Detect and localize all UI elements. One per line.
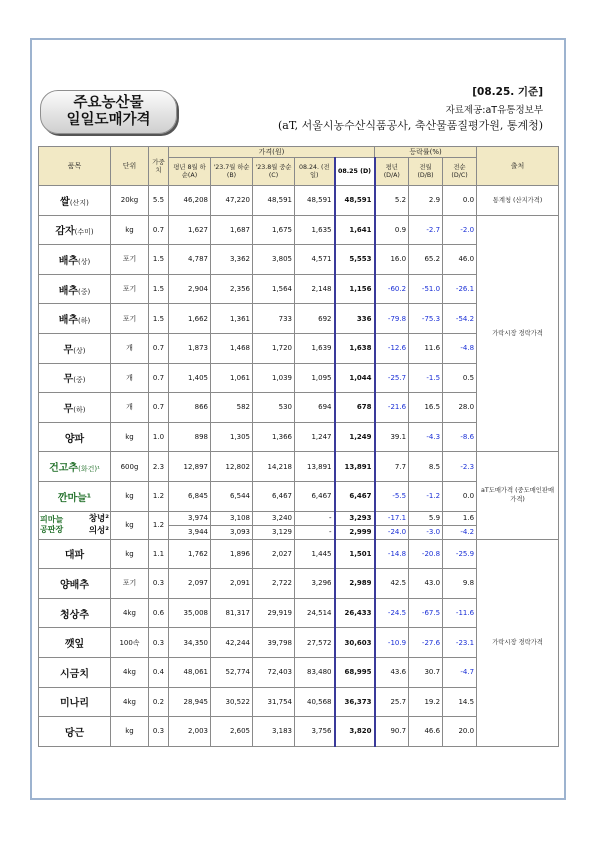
price-cell: 1,468 bbox=[211, 333, 253, 363]
page-title bbox=[40, 90, 177, 134]
price-cell: 6,467 bbox=[295, 481, 335, 511]
item-name bbox=[39, 363, 111, 393]
header-weight: 가중치 bbox=[149, 147, 169, 186]
price-cell: 13,891 bbox=[295, 452, 335, 482]
unit-cell: 4kg bbox=[111, 598, 149, 628]
price-cell: 1,675 bbox=[253, 215, 295, 245]
price-cell: 4,787 bbox=[169, 245, 211, 275]
rate-cell: -21.6 bbox=[375, 393, 409, 423]
rate-cell: 42.5 bbox=[375, 569, 409, 599]
rate-cell: -1.2 bbox=[409, 481, 443, 511]
price-cell: 24,514 bbox=[295, 598, 335, 628]
weight-cell: 0.3 bbox=[149, 717, 169, 747]
unit-cell: kg bbox=[111, 481, 149, 511]
rate-cell: 30.7 bbox=[409, 657, 443, 687]
rate-cell: -17.1 bbox=[375, 511, 409, 525]
header-rate-ten: 전순 (D/C) bbox=[443, 158, 477, 186]
price-cell: 898 bbox=[169, 422, 211, 452]
price-cell: 3,944 bbox=[169, 525, 211, 539]
rate-cell: -14.8 bbox=[375, 539, 409, 569]
price-cell: 694 bbox=[295, 393, 335, 423]
price-cell: 1,720 bbox=[253, 333, 295, 363]
header-price-group: 가격(원) bbox=[169, 147, 375, 158]
item-name bbox=[39, 393, 111, 423]
item-name-text: 시금치 bbox=[60, 668, 89, 680]
item-name-text: 무 bbox=[63, 374, 74, 386]
rate-cell: 0.0 bbox=[443, 481, 477, 511]
weight-cell: 0.6 bbox=[149, 598, 169, 628]
current-price-cell: 1,044 bbox=[335, 363, 375, 393]
price-cell: 3,974 bbox=[169, 511, 211, 525]
item-name-text: 청상추 bbox=[60, 609, 89, 621]
rate-cell: -4.8 bbox=[443, 333, 477, 363]
current-price-cell: 3,293 bbox=[335, 511, 375, 525]
rate-cell: -79.8 bbox=[375, 304, 409, 334]
price-table bbox=[38, 146, 559, 747]
rate-cell: 14.5 bbox=[443, 687, 477, 717]
item-name-text: 배추 bbox=[58, 285, 79, 297]
item-name-text: 대파 bbox=[64, 550, 85, 562]
rate-cell: -4.7 bbox=[443, 657, 477, 687]
item-name bbox=[39, 628, 111, 658]
price-cell: 1,662 bbox=[169, 304, 211, 334]
weight-cell: 2.3 bbox=[149, 452, 169, 482]
title-line-2: 일일도매가격 bbox=[66, 112, 151, 128]
item-name-text: 미나리 bbox=[60, 698, 89, 710]
price-cell: 40,568 bbox=[295, 687, 335, 717]
current-price-cell: 5,553 bbox=[335, 245, 375, 275]
rate-cell: 16.5 bbox=[409, 393, 443, 423]
unit-cell: 4kg bbox=[111, 657, 149, 687]
price-cell: 582 bbox=[211, 393, 253, 423]
price-cell: - bbox=[295, 511, 335, 525]
header-prev: 08.24. (전일) bbox=[295, 158, 335, 186]
reference-date: [08.25. 기준] bbox=[472, 86, 543, 98]
weight-cell: 0.7 bbox=[149, 363, 169, 393]
garlic-region: 의성² bbox=[88, 526, 109, 537]
rate-cell: -2.0 bbox=[443, 215, 477, 245]
price-cell: 34,350 bbox=[169, 628, 211, 658]
current-price-cell: 1,641 bbox=[335, 215, 375, 245]
item-name-text: 감자 bbox=[55, 226, 75, 238]
item-grade: (화건)¹ bbox=[78, 465, 100, 474]
price-cell: 1,366 bbox=[253, 422, 295, 452]
rate-cell: -51.0 bbox=[409, 274, 443, 304]
price-cell: 1,095 bbox=[295, 363, 335, 393]
price-cell: 1,635 bbox=[295, 215, 335, 245]
rate-cell: 5.9 bbox=[409, 511, 443, 525]
price-cell: 1,762 bbox=[169, 539, 211, 569]
rate-cell: -12.6 bbox=[375, 333, 409, 363]
header-avg: 평년 8월 하순(A) bbox=[169, 158, 211, 186]
item-name-text: 양파 bbox=[64, 433, 85, 445]
price-cell: 3,756 bbox=[295, 717, 335, 747]
header-rate-avg: 평년 (D/A) bbox=[375, 158, 409, 186]
weight-cell: 0.7 bbox=[149, 333, 169, 363]
price-cell: 47,220 bbox=[211, 186, 253, 216]
price-cell: 3,240 bbox=[253, 511, 295, 525]
unit-cell: 포기 bbox=[111, 304, 149, 334]
header-rate-month: 전월 (D/B) bbox=[409, 158, 443, 186]
item-grade: (산지) bbox=[69, 198, 89, 207]
weight-cell: 1.2 bbox=[149, 511, 169, 539]
data-provider: 자료제공:aT유통정보부 bbox=[445, 105, 543, 116]
item-grade: (하) bbox=[78, 317, 91, 326]
rate-cell: 43.6 bbox=[375, 657, 409, 687]
garlic-region: 창녕² bbox=[88, 514, 109, 525]
header-unit: 단위 bbox=[111, 147, 149, 186]
item-name-text: 당근 bbox=[64, 727, 85, 739]
price-cell: 2,003 bbox=[169, 717, 211, 747]
rate-cell: 11.6 bbox=[409, 333, 443, 363]
current-price-cell: 30,603 bbox=[335, 628, 375, 658]
rate-cell: 9.8 bbox=[443, 569, 477, 599]
rate-cell: -54.2 bbox=[443, 304, 477, 334]
current-price-cell: 68,995 bbox=[335, 657, 375, 687]
unit-cell: 4kg bbox=[111, 687, 149, 717]
current-price-cell: 1,501 bbox=[335, 539, 375, 569]
source-rice: 통계청 (산지가격) bbox=[477, 186, 559, 216]
item-name-text: 배추 bbox=[58, 255, 79, 267]
source-wholesale: 가락시장 경락가격 bbox=[477, 215, 559, 452]
garlic-label-2: 공판장 bbox=[40, 525, 64, 535]
title-line-1: 주요농산물 bbox=[73, 95, 144, 111]
price-cell: 1,687 bbox=[211, 215, 253, 245]
rate-cell: 43.0 bbox=[409, 569, 443, 599]
rate-cell: 7.7 bbox=[375, 452, 409, 482]
price-cell: 48,061 bbox=[169, 657, 211, 687]
unit-cell: 개 bbox=[111, 363, 149, 393]
weight-cell: 0.2 bbox=[149, 687, 169, 717]
table-row bbox=[39, 452, 559, 482]
weight-cell: 0.7 bbox=[149, 393, 169, 423]
rate-cell: 25.7 bbox=[375, 687, 409, 717]
price-cell: 3,108 bbox=[211, 511, 253, 525]
source-at-wholesale: aT도매가격 (중도매인판매가격) bbox=[477, 452, 559, 539]
rate-cell: -10.9 bbox=[375, 628, 409, 658]
header-item: 품목 bbox=[39, 147, 111, 186]
rate-cell: -1.5 bbox=[409, 363, 443, 393]
rate-cell: 90.7 bbox=[375, 717, 409, 747]
rate-cell: -24.5 bbox=[375, 598, 409, 628]
header-rate-group: 등락률(%) bbox=[375, 147, 477, 158]
weight-cell: 0.7 bbox=[149, 215, 169, 245]
price-cell: 42,244 bbox=[211, 628, 253, 658]
current-price-cell: 1,156 bbox=[335, 274, 375, 304]
rate-cell: -20.8 bbox=[409, 539, 443, 569]
price-cell: 3,093 bbox=[211, 525, 253, 539]
price-cell: 3,805 bbox=[253, 245, 295, 275]
rate-cell: -24.0 bbox=[375, 525, 409, 539]
item-name-text: 무 bbox=[63, 403, 74, 415]
item-name-text: 배추 bbox=[58, 315, 79, 327]
rate-cell: -11.6 bbox=[443, 598, 477, 628]
price-cell: 4,571 bbox=[295, 245, 335, 275]
price-cell: 1,896 bbox=[211, 539, 253, 569]
item-grade: (하) bbox=[73, 405, 86, 414]
item-name bbox=[39, 687, 111, 717]
current-price-cell: 13,891 bbox=[335, 452, 375, 482]
price-cell: 29,919 bbox=[253, 598, 295, 628]
price-cell: 866 bbox=[169, 393, 211, 423]
price-cell: 1,639 bbox=[295, 333, 335, 363]
current-price-cell: 48,591 bbox=[335, 186, 375, 216]
price-cell: 3,183 bbox=[253, 717, 295, 747]
rate-cell: 5.2 bbox=[375, 186, 409, 216]
price-cell: 83,480 bbox=[295, 657, 335, 687]
item-name-text: 깐마늘¹ bbox=[57, 492, 92, 504]
rate-cell: 2.9 bbox=[409, 186, 443, 216]
item-name-text: 무 bbox=[63, 344, 74, 356]
unit-cell: 개 bbox=[111, 393, 149, 423]
price-cell: 1,247 bbox=[295, 422, 335, 452]
price-cell: 28,945 bbox=[169, 687, 211, 717]
price-cell: 1,061 bbox=[211, 363, 253, 393]
unit-cell: kg bbox=[111, 539, 149, 569]
price-cell: 692 bbox=[295, 304, 335, 334]
rate-cell: 1.6 bbox=[443, 511, 477, 525]
weight-cell: 1.5 bbox=[149, 274, 169, 304]
weight-cell: 1.5 bbox=[149, 245, 169, 275]
item-name bbox=[39, 657, 111, 687]
unit-cell: 포기 bbox=[111, 245, 149, 275]
rate-cell: -23.1 bbox=[443, 628, 477, 658]
rate-cell: 46.6 bbox=[409, 717, 443, 747]
price-cell: 72,403 bbox=[253, 657, 295, 687]
item-name bbox=[39, 481, 111, 511]
item-name bbox=[39, 539, 111, 569]
rate-cell: 46.0 bbox=[443, 245, 477, 275]
item-name-text: 건고추 bbox=[49, 463, 79, 475]
rate-cell: 19.2 bbox=[409, 687, 443, 717]
item-name bbox=[39, 245, 111, 275]
item-grade: (수미) bbox=[74, 228, 94, 237]
current-price-cell: 36,373 bbox=[335, 687, 375, 717]
header-source: 출처 bbox=[477, 147, 559, 186]
price-cell: 1,873 bbox=[169, 333, 211, 363]
weight-cell: 0.4 bbox=[149, 657, 169, 687]
price-cell: 1,361 bbox=[211, 304, 253, 334]
price-cell: 14,218 bbox=[253, 452, 295, 482]
source-wholesale-2: 가락시장 경락가격 bbox=[477, 539, 559, 746]
price-cell: 6,467 bbox=[253, 481, 295, 511]
price-cell: 3,129 bbox=[253, 525, 295, 539]
price-cell: 52,774 bbox=[211, 657, 253, 687]
price-cell: 1,627 bbox=[169, 215, 211, 245]
price-cell: 1,564 bbox=[253, 274, 295, 304]
item-name bbox=[39, 452, 111, 482]
current-price-cell: 678 bbox=[335, 393, 375, 423]
price-cell: 12,897 bbox=[169, 452, 211, 482]
table-row bbox=[39, 215, 559, 245]
unit-cell: kg bbox=[111, 717, 149, 747]
price-cell: 48,591 bbox=[295, 186, 335, 216]
price-cell: 1,039 bbox=[253, 363, 295, 393]
weight-cell: 1.5 bbox=[149, 304, 169, 334]
price-cell: 2,027 bbox=[253, 539, 295, 569]
weight-cell: 0.3 bbox=[149, 569, 169, 599]
table-row bbox=[39, 186, 559, 216]
rate-cell: -27.6 bbox=[409, 628, 443, 658]
rate-cell: 0.5 bbox=[443, 363, 477, 393]
rate-cell: -3.0 bbox=[409, 525, 443, 539]
rate-cell: 39.1 bbox=[375, 422, 409, 452]
price-cell: 3,362 bbox=[211, 245, 253, 275]
price-cell: 31,754 bbox=[253, 687, 295, 717]
item-name bbox=[39, 598, 111, 628]
item-name bbox=[39, 274, 111, 304]
item-name-text: 깻잎 bbox=[64, 639, 85, 651]
current-price-cell: 1,638 bbox=[335, 333, 375, 363]
rate-cell: 8.5 bbox=[409, 452, 443, 482]
current-price-cell: 6,467 bbox=[335, 481, 375, 511]
rate-cell: -4.2 bbox=[443, 525, 477, 539]
rate-cell: 65.2 bbox=[409, 245, 443, 275]
price-cell: 48,591 bbox=[253, 186, 295, 216]
price-cell: 2,097 bbox=[169, 569, 211, 599]
price-cell: 2,904 bbox=[169, 274, 211, 304]
item-grade: (중) bbox=[78, 287, 91, 296]
price-cell: 39,798 bbox=[253, 628, 295, 658]
price-cell: 1,445 bbox=[295, 539, 335, 569]
rate-cell: -25.7 bbox=[375, 363, 409, 393]
price-cell: 733 bbox=[253, 304, 295, 334]
unit-cell: kg bbox=[111, 511, 149, 539]
rate-cell: -60.2 bbox=[375, 274, 409, 304]
current-price-cell: 3,820 bbox=[335, 717, 375, 747]
price-cell: 30,522 bbox=[211, 687, 253, 717]
price-cell: 1,405 bbox=[169, 363, 211, 393]
unit-cell: 개 bbox=[111, 333, 149, 363]
header-jul: '23.7월 하순(B) bbox=[211, 158, 253, 186]
item-name bbox=[39, 569, 111, 599]
rate-cell: 20.0 bbox=[443, 717, 477, 747]
table-row bbox=[39, 539, 559, 569]
unit-cell: 포기 bbox=[111, 274, 149, 304]
item-name bbox=[39, 422, 111, 452]
price-cell: - bbox=[295, 525, 335, 539]
weight-cell: 5.5 bbox=[149, 186, 169, 216]
price-cell: 2,356 bbox=[211, 274, 253, 304]
price-cell: 81,317 bbox=[211, 598, 253, 628]
rate-cell: -26.1 bbox=[443, 274, 477, 304]
current-price-cell: 26,433 bbox=[335, 598, 375, 628]
rate-cell: -8.6 bbox=[443, 422, 477, 452]
rate-cell: -5.5 bbox=[375, 481, 409, 511]
weight-cell: 1.0 bbox=[149, 422, 169, 452]
current-price-cell: 2,999 bbox=[335, 525, 375, 539]
unit-cell: kg bbox=[111, 215, 149, 245]
rate-cell: -75.3 bbox=[409, 304, 443, 334]
item-name bbox=[39, 333, 111, 363]
item-grade: (상) bbox=[78, 257, 91, 266]
price-cell: 530 bbox=[253, 393, 295, 423]
current-price-cell: 336 bbox=[335, 304, 375, 334]
price-cell: 6,845 bbox=[169, 481, 211, 511]
unit-cell: 600g bbox=[111, 452, 149, 482]
data-sources: (aT, 서울시농수산식품공사, 축산물품질평가원, 통계청) bbox=[278, 119, 543, 132]
item-name-text: 양배추 bbox=[60, 579, 89, 591]
rate-cell: -4.3 bbox=[409, 422, 443, 452]
garlic-label-1: 피마늘 bbox=[40, 515, 64, 525]
weight-cell: 1.2 bbox=[149, 481, 169, 511]
unit-cell: kg bbox=[111, 422, 149, 452]
current-price-cell: 1,249 bbox=[335, 422, 375, 452]
rate-cell: -2.3 bbox=[443, 452, 477, 482]
item-name bbox=[39, 186, 111, 216]
item-name bbox=[39, 215, 111, 245]
price-cell: 2,148 bbox=[295, 274, 335, 304]
item-grade: (상) bbox=[73, 346, 86, 355]
price-cell: 2,091 bbox=[211, 569, 253, 599]
rate-cell: -2.7 bbox=[409, 215, 443, 245]
item-name-text: 쌀 bbox=[60, 196, 70, 208]
price-cell: 6,544 bbox=[211, 481, 253, 511]
price-cell: 3,296 bbox=[295, 569, 335, 599]
rate-cell: 16.0 bbox=[375, 245, 409, 275]
rate-cell: 0.0 bbox=[443, 186, 477, 216]
price-cell: 46,208 bbox=[169, 186, 211, 216]
garlic-group-name bbox=[39, 511, 111, 539]
weight-cell: 0.3 bbox=[149, 628, 169, 658]
unit-cell: 100속 bbox=[111, 628, 149, 658]
item-name bbox=[39, 304, 111, 334]
header-current: 08.25 (D) bbox=[335, 158, 375, 186]
rate-cell: 28.0 bbox=[443, 393, 477, 423]
rate-cell: -25.9 bbox=[443, 539, 477, 569]
price-cell: 27,572 bbox=[295, 628, 335, 658]
price-cell: 1,305 bbox=[211, 422, 253, 452]
current-price-cell: 2,989 bbox=[335, 569, 375, 599]
price-cell: 12,802 bbox=[211, 452, 253, 482]
price-cell: 35,008 bbox=[169, 598, 211, 628]
header-aug: '23.8월 중순(C) bbox=[253, 158, 295, 186]
unit-cell: 20kg bbox=[111, 186, 149, 216]
price-cell: 2,722 bbox=[253, 569, 295, 599]
weight-cell: 1.1 bbox=[149, 539, 169, 569]
rate-cell: -67.5 bbox=[409, 598, 443, 628]
item-name bbox=[39, 717, 111, 747]
unit-cell: 포기 bbox=[111, 569, 149, 599]
rate-cell: 0.9 bbox=[375, 215, 409, 245]
price-cell: 2,605 bbox=[211, 717, 253, 747]
item-grade: (중) bbox=[73, 376, 86, 385]
